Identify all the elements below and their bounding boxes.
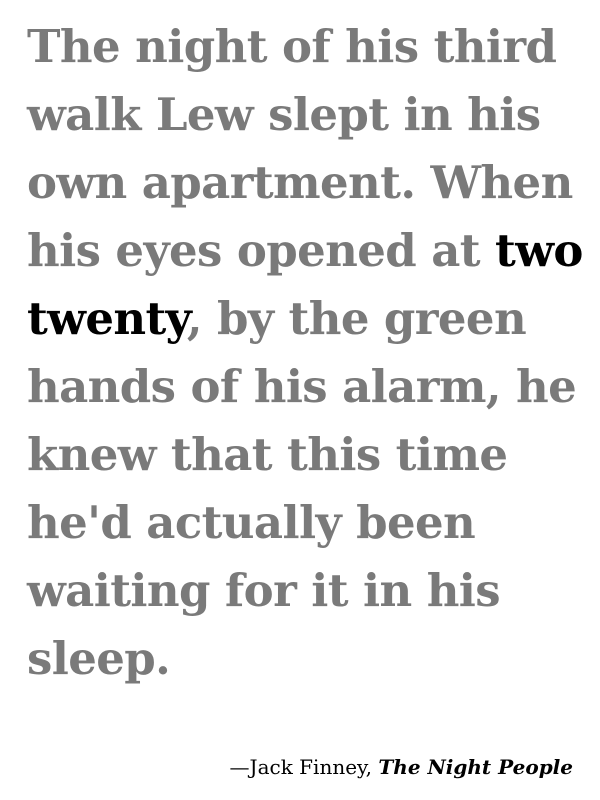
highlighted-time: two xyxy=(495,224,583,277)
quote-line: hands of his alarm, he xyxy=(27,360,577,413)
quote-line-text: his eyes opened at xyxy=(27,224,496,277)
attribution xyxy=(230,753,573,781)
quote-line: sleep. xyxy=(27,632,171,685)
quote-line: The night of his third xyxy=(27,20,557,73)
attribution-book-title: The Night People xyxy=(378,755,573,779)
quote-line: knew that this time xyxy=(27,428,508,481)
highlighted-time: twenty xyxy=(27,292,187,345)
quote-line xyxy=(27,285,587,353)
attribution-author: —Jack Finney, xyxy=(229,755,379,779)
quote-line: waiting for it in his xyxy=(27,564,501,617)
quote-line: own apartment. When xyxy=(27,156,573,209)
quote-line xyxy=(27,217,587,285)
quote-line-text: , by the green xyxy=(186,292,527,345)
quote-line: he'd actually been xyxy=(27,496,476,549)
quote-line: walk Lew slept in his xyxy=(27,88,541,141)
quote-text xyxy=(27,13,587,693)
